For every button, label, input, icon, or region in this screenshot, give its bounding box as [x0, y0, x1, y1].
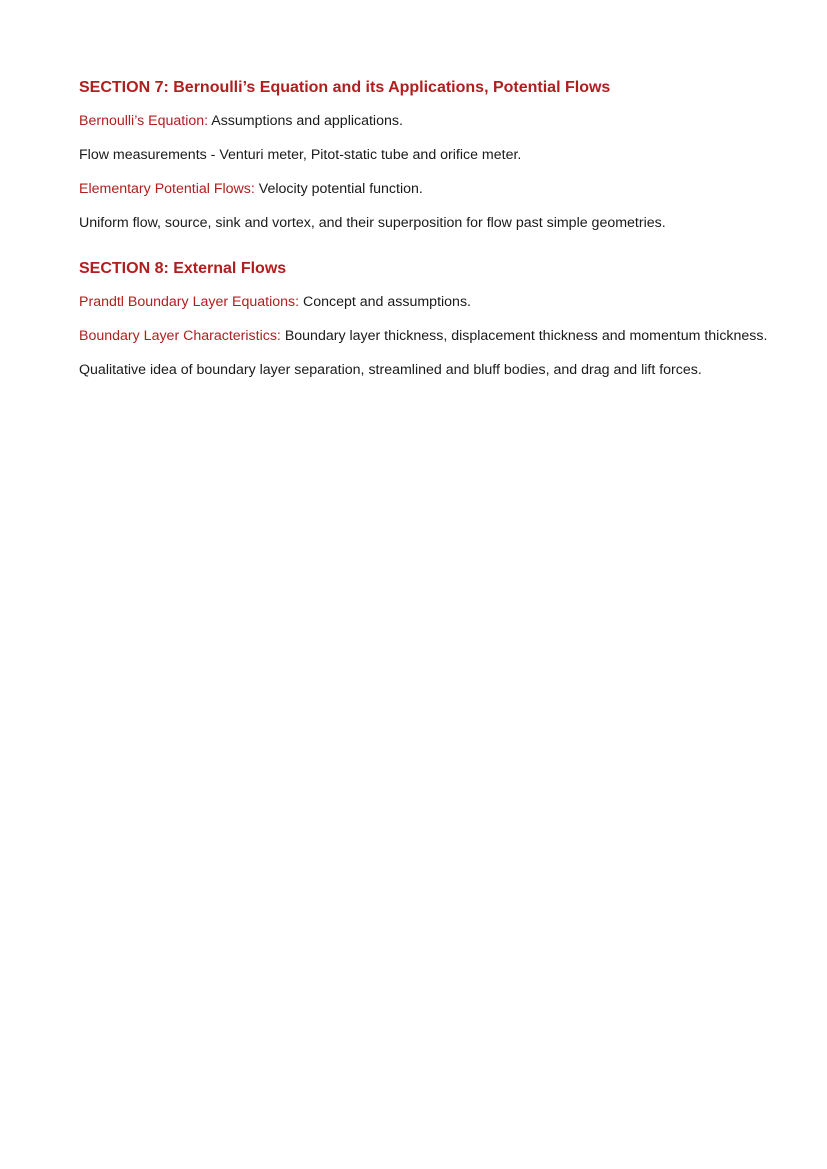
section-8-heading: SECTION 8: External Flows: [79, 260, 287, 277]
term-boundary-layer-characteristics: Boundary Layer Characteristics:: [79, 328, 281, 344]
term-prandtl-boundary-layer-equations: Prandtl Boundary Layer Equations:: [79, 294, 300, 310]
paragraph-text: Uniform flow, source, sink and vortex, and their superposition for flow past simple geometries.: [79, 215, 666, 231]
section-8-paragraph-separation: [79, 360, 769, 380]
section-7-paragraph-potential-flows: [79, 179, 769, 199]
section-7-paragraph-flow-measurements: [79, 145, 769, 165]
section-7-paragraph-bernoulli-equation: [79, 111, 769, 131]
paragraph-text: Qualitative idea of boundary layer separation, streamlined and bluff bodies, and drag and lift forces.: [79, 362, 702, 378]
document-content: [79, 78, 769, 380]
section-7: [79, 78, 769, 233]
section-8-paragraph-boundary-layer-characteristics: [79, 326, 769, 346]
paragraph-text: Flow measurements - Venturi meter, Pitot-static tube and orifice meter.: [79, 147, 522, 163]
term-bernoulli-equation: Bernoulli’s Equation:: [79, 113, 209, 129]
section-8: [79, 259, 769, 380]
term-elementary-potential-flows: Elementary Potential Flows:: [79, 181, 255, 197]
paragraph-text: Assumptions and applications.: [208, 113, 403, 129]
section-7-paragraph-superposition: [79, 213, 769, 233]
paragraph-text: Boundary layer thickness, displacement thickness and momentum thickness.: [280, 328, 768, 344]
section-8-paragraph-prandtl: [79, 292, 769, 312]
paragraph-text: Concept and assumptions.: [299, 294, 471, 310]
paragraph-text: Velocity potential function.: [254, 181, 423, 197]
section-7-heading: SECTION 7: Bernoulli’s Equation and its Applications, Potential Flows: [79, 79, 611, 96]
